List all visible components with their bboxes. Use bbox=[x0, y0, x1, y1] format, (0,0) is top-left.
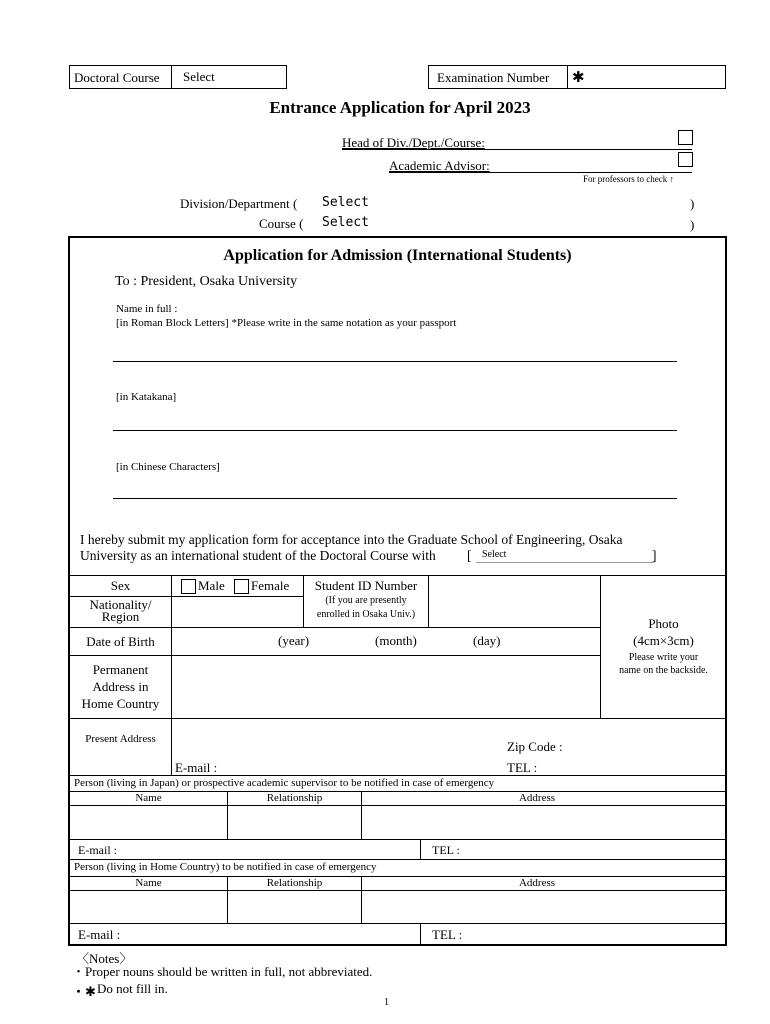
student-id-label: Student ID Number bbox=[314, 578, 418, 593]
home-address-field[interactable] bbox=[362, 891, 725, 922]
permanent-address-label-3: Home Country bbox=[81, 696, 160, 711]
page-number: 1 bbox=[384, 997, 389, 1008]
dob-year[interactable]: (year) bbox=[278, 633, 310, 648]
male-checkbox[interactable] bbox=[181, 579, 196, 594]
grid bbox=[69, 575, 726, 576]
chinese-label: [in Chinese Characters] bbox=[116, 461, 220, 473]
addressee: To : President, Osaka University bbox=[115, 274, 298, 289]
grid bbox=[420, 839, 421, 859]
grid bbox=[69, 775, 726, 776]
permanent-address-field[interactable] bbox=[172, 656, 599, 717]
grid bbox=[69, 859, 726, 860]
exam-number-label: Examination Number bbox=[437, 70, 550, 85]
dob-label: Date of Birth bbox=[86, 634, 155, 649]
grid bbox=[69, 627, 600, 628]
japan-name-field[interactable] bbox=[70, 806, 226, 838]
grid bbox=[69, 839, 726, 840]
japan-relationship-field[interactable] bbox=[228, 806, 360, 838]
japan-address-field[interactable] bbox=[362, 806, 725, 838]
sex-label: Sex bbox=[110, 578, 131, 593]
application-heading: Application for Admission (International Students) bbox=[223, 247, 572, 264]
advisor-underline bbox=[389, 172, 692, 173]
zip-code-label: Zip Code : bbox=[507, 739, 563, 754]
roman-letters-note: [in Roman Block Letters] *Please write in the same notation as your passport bbox=[116, 317, 457, 329]
professor-check-note: For professors to check ↑ bbox=[583, 174, 674, 184]
page-title: Entrance Application for April 2023 bbox=[269, 98, 531, 117]
permanent-address-label-1: Permanent bbox=[92, 662, 149, 677]
doctoral-course-label: Doctoral Course bbox=[74, 70, 160, 85]
katakana-name-line[interactable] bbox=[113, 430, 677, 431]
present-address-field[interactable] bbox=[172, 719, 725, 774]
female-label: Female bbox=[251, 578, 290, 593]
academic-advisor-checkbox[interactable] bbox=[678, 152, 693, 167]
academic-advisor-label: Academic Advisor: bbox=[389, 158, 490, 173]
submit-statement-line1: I hereby submit my application form for acceptance into the Graduate School of Engineering, Osaka bbox=[80, 532, 623, 547]
japan-col-address: Address bbox=[518, 792, 556, 804]
doctoral-course-select[interactable] bbox=[171, 65, 287, 89]
doctoral-course-select-value: Select bbox=[183, 69, 215, 84]
submit-course-select[interactable]: Select bbox=[476, 549, 654, 563]
japan-col-name: Name bbox=[135, 792, 162, 804]
chinese-name-line[interactable] bbox=[113, 498, 677, 499]
doctoral-course-box bbox=[69, 65, 172, 89]
exam-number-mark: ✱ bbox=[572, 68, 585, 86]
japan-email-label: E-mail : bbox=[78, 843, 117, 857]
home-contact-heading: Person (living in Home Country) to be notified in case of emergency bbox=[74, 861, 377, 873]
japan-tel-label: TEL : bbox=[432, 843, 460, 857]
grid bbox=[69, 923, 726, 924]
note-do-not-fill-prefix: ・✱ bbox=[72, 985, 96, 1000]
home-relationship-field[interactable] bbox=[228, 891, 360, 922]
photo-size: (4cm×3cm) bbox=[633, 633, 694, 648]
present-email-label: E-mail : bbox=[175, 760, 218, 775]
photo-note-1: Please write your bbox=[628, 652, 699, 663]
female-checkbox[interactable] bbox=[234, 579, 249, 594]
student-id-note-2: enrolled in Osaka Univ.) bbox=[316, 609, 416, 620]
nationality-label-1: Nationality/ bbox=[89, 597, 152, 612]
katakana-label: [in Katakana] bbox=[116, 391, 177, 403]
photo-note-2: name on the backside. bbox=[619, 665, 708, 676]
exam-number-field bbox=[567, 65, 726, 89]
notes-heading: 〈Notes〉 bbox=[76, 951, 133, 966]
student-id-note-1: (If you are presently bbox=[325, 595, 407, 606]
home-name-field[interactable] bbox=[70, 891, 226, 922]
submit-statement-line2: University as an international student of the Doctoral Course with bbox=[80, 548, 436, 563]
roman-name-line[interactable] bbox=[113, 361, 677, 362]
home-col-relationship: Relationship bbox=[266, 877, 323, 889]
dob-month[interactable]: (month) bbox=[375, 633, 417, 648]
home-email-label: E-mail : bbox=[78, 927, 121, 942]
home-tel-label: TEL : bbox=[432, 927, 463, 942]
note-do-not-fill: Do not fill in. bbox=[97, 981, 168, 996]
japan-col-relationship: Relationship bbox=[266, 792, 323, 804]
submit-bracket-close: ] bbox=[652, 548, 657, 563]
exam-number-box bbox=[428, 65, 568, 89]
japan-contact-heading: Person (living in Japan) or prospective academic supervisor to be notified in case of emergency bbox=[74, 777, 495, 789]
course-select[interactable]: Select bbox=[322, 215, 369, 230]
head-of-div-checkbox[interactable] bbox=[678, 130, 693, 145]
present-address-label: Present Address bbox=[85, 733, 156, 745]
note-proper-nouns: ・Proper nouns should be written in full, not abbreviated. bbox=[72, 964, 373, 979]
photo-label: Photo bbox=[648, 616, 679, 631]
home-col-name: Name bbox=[135, 877, 162, 889]
division-close: ) bbox=[690, 196, 695, 211]
nationality-label-2: Region bbox=[101, 609, 140, 624]
submit-bracket-open: [ bbox=[467, 548, 472, 563]
permanent-address-label-2: Address in bbox=[92, 679, 149, 694]
male-label: Male bbox=[198, 578, 225, 593]
nationality-field[interactable] bbox=[172, 597, 302, 626]
division-label: Division/Department ( bbox=[180, 196, 298, 211]
grid bbox=[420, 923, 421, 945]
student-id-field[interactable] bbox=[429, 576, 599, 626]
dob-day[interactable]: (day) bbox=[473, 633, 501, 648]
course-close: ) bbox=[690, 217, 695, 232]
course-label: Course ( bbox=[259, 216, 304, 231]
present-tel-label: TEL : bbox=[507, 760, 538, 775]
head-underline bbox=[342, 149, 692, 150]
home-col-address: Address bbox=[518, 877, 556, 889]
head-of-div-label: Head of Div./Dept./Course: bbox=[342, 135, 485, 150]
name-in-full-label: Name in full : bbox=[116, 303, 178, 315]
division-select[interactable]: Select bbox=[322, 195, 369, 210]
